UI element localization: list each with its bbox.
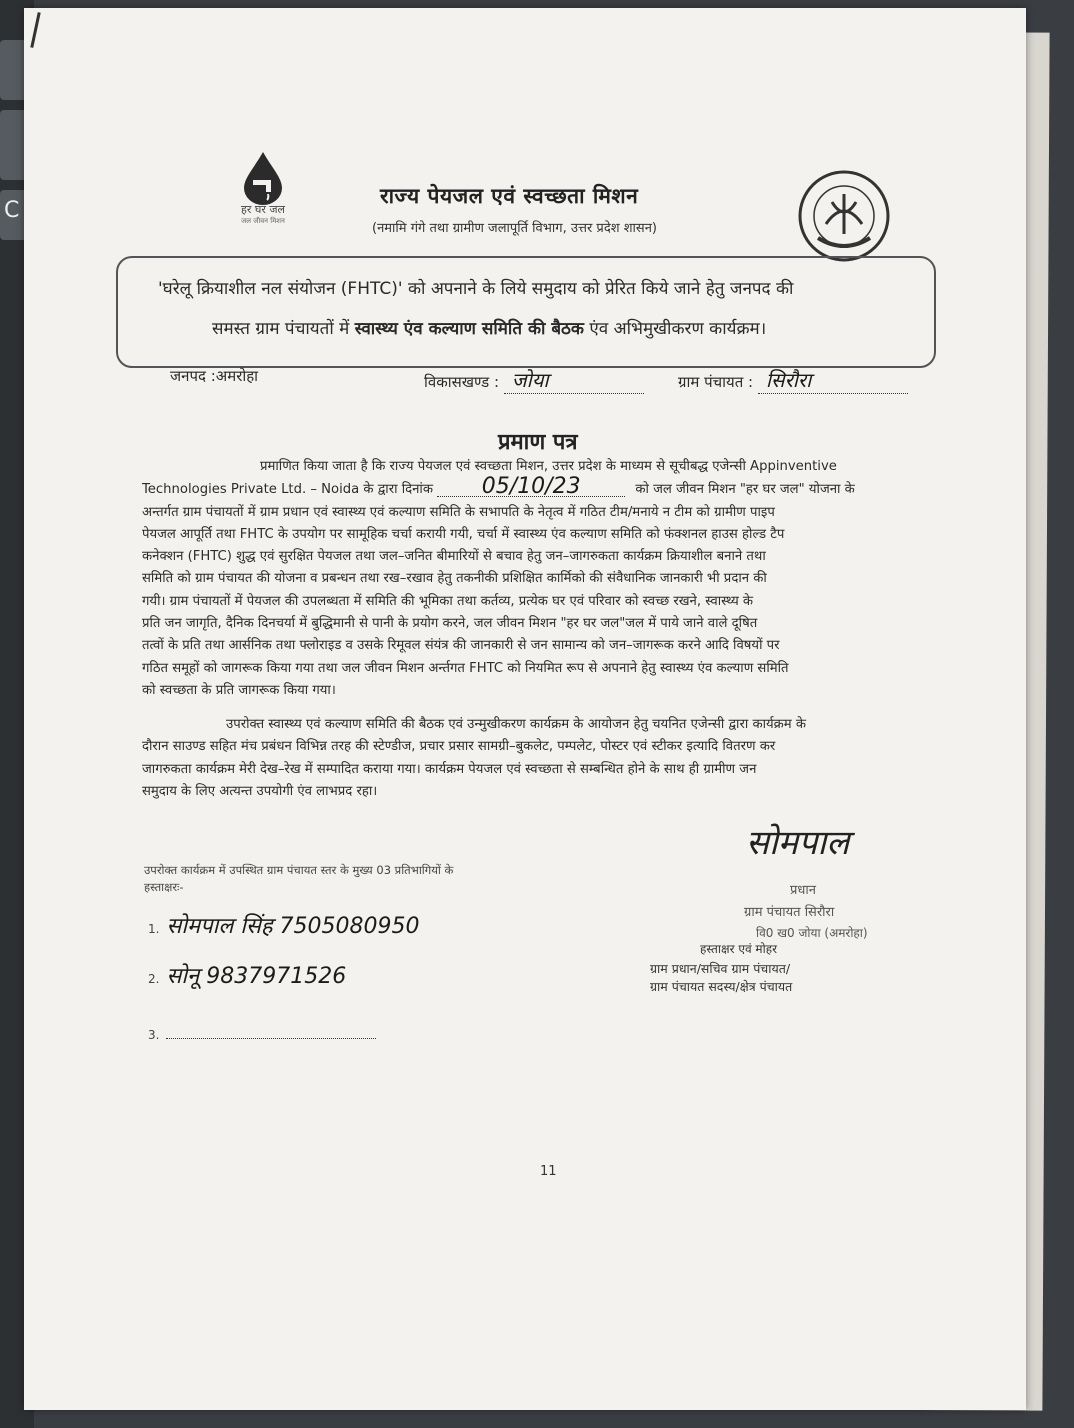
stamp-line-3: वि0 ख0 जोया (अमरोहा) [756,926,868,940]
para2-line: समुदाय के लिए अत्यन्त उपयोगी एंव लाभप्रद रहा। [142,783,378,799]
para1-line: प्रमाणित किया जाता है कि राज्य पेयजल एवं स्वच्छता मिशन, उत्तर प्रदेश के माध्यम से सूचीबद्ध एजेन्सी Appinventive [260,459,837,474]
para1-line: को जल जीवन मिशन "हर घर जल" योजना के [635,482,855,498]
para1-line-date [142,474,996,501]
certificate-paragraph-2 [142,714,996,803]
up-government-seal [796,168,892,264]
participant-signature-1 [148,910,420,940]
stamp-line-2: ग्राम पंचायत सिरौरा [744,905,835,920]
para1-line: को स्वच्छता के प्रति जागरूक किया गया। [142,682,336,698]
participant-signature-text: सोनू 9837971526 [166,964,347,989]
participants-label-line-1: उपरोक्त कार्यक्रम में उपस्थित ग्राम पंचायत स्तर के मुख्य 03 प्रतिभागियों के [144,863,454,877]
participants-label [144,862,614,896]
para1-line: Technologies Private Ltd. – Noida के द्वारा दिनांक [142,482,433,498]
participant-number: 3. [148,1028,160,1042]
participant-number: 1. [148,922,160,936]
participant-signature-3 [148,1020,376,1045]
participant-signature-text: सोमपाल सिंह 7505080950 [166,914,420,939]
banner-line-2 [212,316,952,339]
para1-line: प्रति जन जागृति, दैनिक दिनचर्या में बुद्धिमानी से पानी के प्रयोग करने, जल जीवन मिशन "हर घर जल"जल में पाये जाने वाले दूषित [142,616,758,632]
block-field [424,366,644,394]
block-value-line [504,366,644,394]
panchayat-value-line [758,366,908,394]
handwritten-date: 05/10/23 [437,478,625,497]
participant-signature-2 [148,960,346,990]
logo-subtext: जल जीवन मिशन [241,217,285,225]
para2-line: दौरान साउण्ड सहित मंच प्रबंधन विभिन्न तरह की स्टेण्डीज, प्रचार प्रसार सामग्री–बुकलेट, पम्पलेट, पोस्टर एवं स्टीकर इत्यादि वितरण कर [142,739,776,755]
participant-number: 2. [148,972,160,986]
sign-and-seal-label: हस्ताक्षर एवं मोहर [700,942,778,956]
para2-line: जागरुकता कार्यक्रम मेरी देख–रेख में सम्पादित कराया गया। कार्यक्रम पेयजल एवं स्वच्छता से सम्बन्धित होने के साथ ही ग्रामीण जन [142,761,757,777]
para1-line: पेयजल आपूर्ति तथा FHTC के उपयोग पर सामूहिक चर्चा करायी गयी, चर्चा में स्वास्थ्य एंव कल्याण समिति को फंक्शनल हाउस होल्ड टैप [142,526,785,542]
water-drop-icon [240,150,286,206]
panchayat-label: ग्राम पंचायत : [678,373,754,391]
signatory-role-2: ग्राम पंचायत सदस्य/क्षेत्र पंचायत [650,979,793,994]
signatory-role-1: ग्राम प्रधान/सचिव ग्राम पंचायत/ [650,961,791,976]
seal-icon [796,168,892,264]
block-value: जोया [511,368,549,392]
program-banner [116,256,936,368]
para1-line: तत्वों के प्रति तथा आर्सनिक तथा फ्लोराइड व उसके रिमूवल संयंत्र की जानकारी से जन सामान्य को जन–जागरूक करने आदि विषयों पर [142,638,780,654]
page-subtitle: (नमामि गंगे तथा ग्रामीण जलापूर्ति विभाग, उत्तर प्रदेश शासन) [372,221,657,236]
block-label: विकासखण्ड : [424,373,500,391]
banner-line-2-bold: स्वास्थ्य एंव कल्याण समिति की बैठक [354,319,584,339]
certificate-title: प्रमाण पत्र [498,430,578,455]
participants-label-line-2: हस्ताक्षरः- [144,880,184,894]
para1-line: अन्तर्गत ग्राम पंचायतों में ग्राम प्रधान एवं स्वास्थ्य एवं कल्याण समिति के सभापति के नेतृत्व में गठित टीम/मनाये न टीम को ग्रामीण पाइप [142,504,775,520]
page-number: 11 [540,1164,557,1179]
certificate-paragraph-1 [142,456,996,702]
banner-line-2-suffix: एंव अभिमुखीकरण कार्यक्रम। [589,319,767,339]
para1-line: समिति को ग्राम पंचायत की योजना व प्रबन्धन तथा रख–रखाव हेतु तकनीकी प्रशिक्षित कार्मिको की संवैधानिक जानकारी भी प्रदान की [142,571,767,587]
district-label: जनपद :अमरोहा [170,367,259,385]
para2-line: उपरोक्त स्वास्थ्य एवं कल्याण समिति की बैठक एवं उन्मुखीकरण कार्यक्रम के आयोजन हेतु चयनित एजेन्सी द्वारा कार्यक्रम के [226,717,807,732]
page-title: राज्य पेयजल एवं स्वच्छता मिशन [380,184,639,208]
panchayat-field [678,366,908,394]
banner-line-1: 'घरेलू क्रियाशील नल संयोजन (FHTC)' को अपनाने के लिये समुदाय को प्रेरित किये जाने हेतु जनपद की [158,279,794,299]
pradhan-signature: सोमपाल [746,823,850,863]
banner-line-2-prefix: समस्त ग्राम पंचायतों में [212,319,350,339]
para1-line: गयी। ग्राम पंचायतों में पेयजल की उपलब्धता में समिति की भूमिका तथा कर्तव्य, प्रत्येक घर एवं परिवार को स्वच्छ रखने, स्वास्थ्य के [142,593,754,609]
stamp-line-1: प्रधान [790,883,816,898]
participant-signature-blank [166,1028,376,1039]
keyboard-key-label: C [4,198,20,223]
para1-line: गठित समूहों को जागरूक किया गया तथा जल जीवन मिशन अर्न्तगत FHTC को नियमित रूप से अपनाने हेतु स्वास्थ्य एंव कल्याण समिति [142,660,789,676]
har-ghar-jal-logo [218,150,308,226]
panchayat-value: सिरौरा [765,368,812,392]
logo-text: हर घर जल [241,203,285,216]
para1-line: कनेक्शन (FHTC) शुद्ध एवं सुरक्षित पेयजल तथा जल–जनित बीमारियों से बचाव हेतु जन–जागरुकता कार्यक्रम क्रियाशील बनाने तथा [142,549,766,565]
